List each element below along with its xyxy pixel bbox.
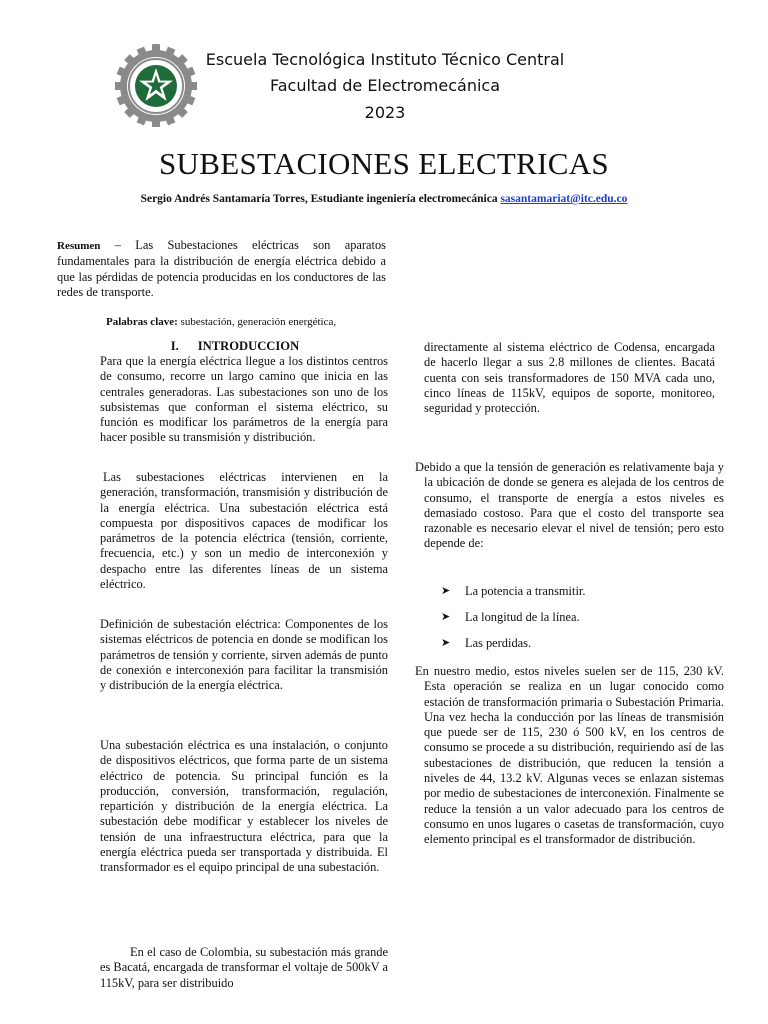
faculty-name: Facultad de Electromecánica — [269, 76, 501, 95]
arrowhead-bullet-icon: ➤ — [441, 611, 451, 623]
left-paragraph-1: Para que la energía eléctrica llegue a los distintos centros de consumo, recorre un largo camino que inicia en las centrales generadoras. Las subestaciones son uno de los subsistemas que conforman el sistema eléctrico, su función es modificar los parámetros de la energía para hacer posible su transmisión y distribución. — [100, 354, 388, 445]
header-year: 2023 — [364, 103, 406, 122]
section-title: INTRODUCCION — [197, 339, 300, 353]
list-item: ➤ Las perdidas. — [441, 636, 532, 650]
list-item: ➤ La longitud de la línea. — [441, 610, 580, 624]
arrowhead-bullet-icon: ➤ — [441, 585, 451, 597]
author-email-link[interactable]: sasantamariat@itc.edu.co — [500, 193, 628, 205]
section-heading-introduccion — [150, 339, 320, 354]
bullet-list — [441, 584, 711, 662]
author-line — [0, 193, 768, 205]
arrowhead-bullet-icon: ➤ — [441, 637, 451, 649]
keywords-text: subestación, generación energética, — [177, 316, 337, 328]
right-paragraph-3: En nuestro medio, estos niveles suelen ser de 115, 230 kV. Esta operación se realiza en un lugar conocido como estación de transformación primaria o Subestación Primaria. Una vez hecha la conducción por las líneas de transmisión que puede ser de 115, 230 ó 500 kV, en los centros de consumo se procede a su distribución, requiriendo así de las subestaciones de distribución, que reducen la tensión a niveles de 44, 13.2 kV. Algunas veces se enlazan sistemas por medio de subestaciones de interconexión. Finalmente se reduce la tensión a un valor adecuado para los centros de consumo en unos lugares o casetas de transformación, cuyo elemento principal es el transformador de distribución. — [415, 664, 724, 847]
keywords-label: Palabras clave: — [106, 316, 178, 328]
left-paragraph-4: Una subestación eléctrica es una instalación, o conjunto de dispositivos eléctricos, que forma parte de un sistema eléctrico de potencia. Su principal función es la producción, conversión, transformación, regulación, repartición y distribución de la energía eléctrica. La subestación debe modificar y establecer los niveles de tensión de una infraestructura eléctrica, para que la energía eléctrica pueda ser transportada y distribuida. El transformador es el equipo principal de una subestación. — [100, 738, 388, 875]
right-paragraph-2: Debido a que la tensión de generación es relativamente baja y la ubicación de donde se genera es alejada de los centros de consumo, el transporte de energía a estos niveles es demasiado costoso. Para que el costo del transporte sea razonable es necesario elevar el nivel de tensión; pero esto depende de: — [415, 460, 724, 551]
keywords — [106, 316, 406, 328]
left-paragraph-3: Definición de subestación eléctrica: Componentes de los sistemas eléctricos de potencia en donde se modifican los parámetros de tensión y corriente, sirven además de punto de conexión e interconexión para facilitar la transmisión y distribución de la energía eléctrica. — [100, 617, 388, 693]
document-title: SUBESTACIONES ELECTRICAS — [159, 146, 609, 181]
section-number: I. — [170, 339, 179, 353]
right-paragraph-1: directamente al sistema eléctrico de Codensa, encargada de hacerlo llegar a sus 2.8 millones de clientes. Bacatá cuenta con seis transformadores de 150 MVA cada uno, cinco líneas de 115kV, equipos de soporte, monitoreo, seguridad y protección. — [424, 340, 715, 416]
abstract-text: – Las Subestaciones eléctricas son aparatos fundamentales para la distribución de energía eléctrica debido a que las pérdidas de potencia producidas en los conductores de las redes de transporte. — [57, 238, 386, 299]
abstract — [57, 238, 386, 300]
author-name: Sergio Andrés Santamaría Torres, Estudiante ingeniería electromecánica — [140, 193, 498, 205]
left-paragraph-5: En el caso de Colombia, su subestación más grande es Bacatá, encargada de transformar el voltaje de 500kV a 115kV, para ser distribuido — [100, 945, 388, 990]
institution-name: Escuela Tecnológica Instituto Técnico Central — [205, 50, 565, 69]
abstract-lead: Resumen — [57, 240, 101, 252]
left-paragraph-2: Las subestaciones eléctricas intervienen en la generación, transformación, transmisión y distribución de la energía eléctrica. Una subestación eléctrica está compuesta por dispositivos capaces de modificar los parámetros de la potencia eléctrica (tensión, corriente, frecuencia, etc.) y son un medio de interconexión y despacho entre las diferentes líneas de un sistema eléctrico. — [100, 470, 388, 592]
list-item: ➤ La potencia a transmitir. — [441, 584, 586, 598]
